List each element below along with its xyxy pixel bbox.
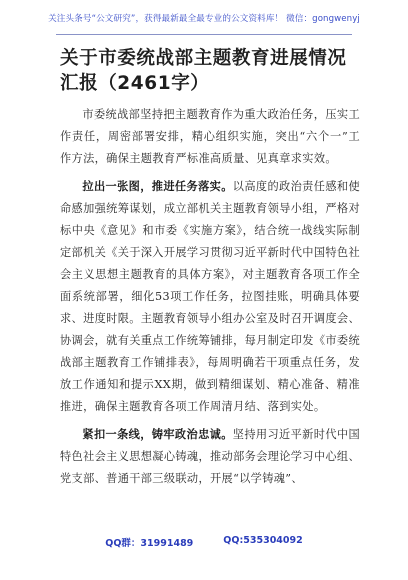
footer-qq: QQ:535304092 <box>223 535 303 546</box>
banner-divider <box>56 34 352 35</box>
paragraph-text: 以高度的政治责任感和使命感加强统筹谋划，成立部机关主题教育领导小组，严格对标中央《意见》和市委《实施方案》，结合统一战线实际制定部机关《关于深入开展学习贯彻习近平新时代中国特色社会主义思想主题教育的具体方案》，对主题教育各项工作全面系统部署，细化53项工作任务，拉图挂账，明确具体要求、进度时限。主题教育领导小组办公室及时召开调度会、协调会，就有关重点工作统筹铺排，每月制定印发《市委统战部主题教育工作铺排表》，每周明确若干项重点任务，发放工作通知和提示XX期，做到精细谋划、精心准备、精准推进，确保主题教育各项工作周清月结、落到实处。 <box>60 180 360 413</box>
footer-qq-group: QQ群：31991489 <box>105 538 194 549</box>
paragraph-lead: 拉出一张图，推进任务落实。 <box>82 180 233 193</box>
watermark-banner <box>0 0 408 36</box>
paragraph-intro <box>60 104 360 170</box>
paragraph-task-planning <box>60 176 360 418</box>
banner-text: 关注头条号“公文研究”，获得最新最全最专业的公文资料库！ 微信：gongwenyj <box>48 14 360 24</box>
paragraph-lead: 紧扣一条线，铸牢政治忠诚。 <box>82 428 233 441</box>
footer-contact <box>0 535 408 551</box>
paragraph-text: 坚持用习近平新时代中国特色社会主义思想凝心铸魂，推动部务会理论学习中心组、党支部、普通干部三级联动，开展“以学铸魂”、 <box>60 428 360 485</box>
paragraph-political-loyalty <box>60 424 360 490</box>
paragraph-text: 市委统战部坚持把主题教育作为重大政治任务，压实工作责任，周密部署安排，精心组织实施，突出“六个一”工作方法，确保主题教育严标准高质量、见真章求实效。 <box>60 108 360 165</box>
document-body <box>60 46 360 490</box>
document-title: 关于市委统战部主题教育进展情况汇报（2461字） <box>60 48 347 94</box>
